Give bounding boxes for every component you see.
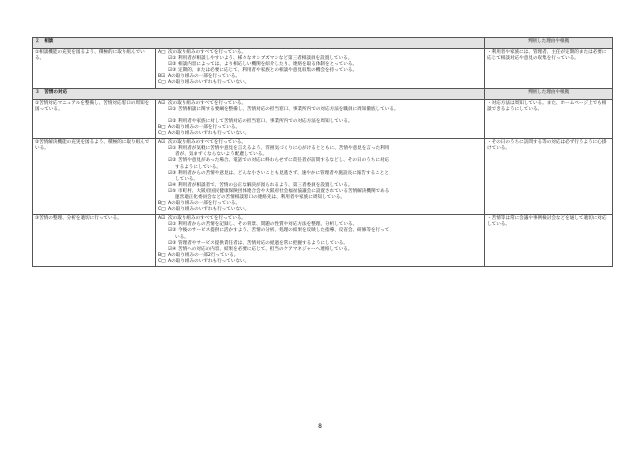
choice-text: 苦情や意見があった場合、電話での対応に終わらせずに責任者が訪問するなどし、その日のうちに対応 bbox=[178, 158, 390, 164]
choice-text: 定期的、または必要に応じて、利用者や家族との相談や意見収集の機会を持っている。 bbox=[178, 68, 358, 74]
choice-text: 相談内容によっては、より相応しい機関を紹介したり、連絡を取る体制をとっている。 bbox=[178, 62, 358, 68]
choice-text: 利用者からの苦情や意見は、どんな小さいことも見逃さず、速やかに管理者や施設長に報告することと bbox=[178, 170, 389, 176]
section-heading: ２ 相談 bbox=[33, 38, 485, 49]
checkbox-mark: B□ bbox=[158, 201, 166, 207]
table-row bbox=[33, 99, 613, 139]
choice-text: 利用者が相談者で、苦情の公正な解決が図られるよう、第三者委員を設置している。 bbox=[178, 182, 353, 188]
checkbox-mark: B□ bbox=[158, 124, 166, 130]
choice-text: 次の取り組みのすべてを行っている。 bbox=[168, 100, 247, 106]
checkbox-mark: ☑① bbox=[168, 106, 177, 112]
choices-cell bbox=[156, 99, 485, 139]
checkbox-mark: ☑① bbox=[168, 222, 177, 228]
evaluation-item: ②苦情解決機能の充実を図るよう、積極的に取り組んでいる。 bbox=[33, 139, 156, 215]
checkbox-mark: ☑② bbox=[168, 118, 177, 124]
choice-line bbox=[158, 131, 482, 137]
reason-text: ・苦情等は常に会議や事例検討会などを通して適切に対応している。 bbox=[485, 215, 613, 267]
checkbox-mark: C□ bbox=[158, 258, 166, 264]
page-number: 8 bbox=[318, 423, 322, 430]
checkbox-mark: ☑③ bbox=[168, 170, 177, 176]
choice-text: 今後のサービス提供に活かすよう、苦情の分析、処理の結果を反映した指導、反省会、研修等を行って bbox=[178, 228, 390, 234]
choice-line bbox=[158, 207, 482, 213]
choices-cell bbox=[156, 49, 485, 89]
reason-text: ・利用者や家族には、管理者、主任が定期的または必要に応じて相談対応や意見の収集を行っている。 bbox=[485, 49, 613, 89]
choice-text: 者が、気まずくならないよう配慮している。 bbox=[175, 152, 267, 158]
checkbox-mark: ☑① bbox=[168, 146, 177, 152]
choice-text: 利用者が相談しやすいよう、様々なオンブズマンなど第三者相談員を設置している。 bbox=[178, 56, 353, 62]
table-body bbox=[33, 38, 613, 267]
checkbox-mark: ☑② bbox=[168, 62, 177, 68]
table-row bbox=[33, 215, 613, 267]
checkbox-mark: ☑① bbox=[168, 56, 177, 62]
choice-text: 次の取り組みのすべてを行っている。 bbox=[168, 216, 247, 222]
choice-text: 利用者が気軽に苦情や意見を言えるよう、雰囲気づくりに心がけるとともに、苦情や意見を言った利用 bbox=[178, 146, 390, 152]
choices-cell bbox=[156, 215, 485, 267]
checkbox-mark: ☑④ bbox=[168, 182, 177, 188]
choice-text: 苦情相談に関する要綱を整備し、苦情対応の担当窓口、事業所内での対応方法を職員に周知徹底している。 bbox=[178, 106, 399, 112]
choice-text: Aの取り組みのいずれも行っていない。 bbox=[168, 131, 250, 137]
checkbox-mark: A□ bbox=[158, 50, 166, 55]
checkbox-mark: C□ bbox=[158, 80, 166, 86]
table-row bbox=[33, 49, 613, 89]
checkbox-mark: ☑③ bbox=[168, 240, 177, 246]
checkbox-mark: ☑④ bbox=[168, 246, 177, 252]
reason-text: ・その日のうちに訪問する等の対応は必ず行うように心掛けている。 bbox=[485, 139, 613, 215]
reason-column-header: 判断した理由や根拠 bbox=[485, 88, 613, 99]
choice-text: 利用者からの苦情を記録し、その背景、問題の性質や対応方法を整理、分析している。 bbox=[178, 222, 358, 228]
checkbox-mark: B☑ bbox=[158, 74, 166, 80]
checkbox-mark: ☑② bbox=[168, 158, 177, 164]
section-heading: ３ 苦情の対応 bbox=[33, 88, 485, 99]
choice-text: Aの取り組みのいずれも行っていない。 bbox=[168, 80, 250, 86]
choice-text: いる。 bbox=[175, 234, 189, 240]
evaluation-table bbox=[32, 37, 613, 267]
choice-text: 次の取り組みのすべてを行っている。 bbox=[168, 140, 247, 146]
choice-text: 管理者やサービス提供責任者は、苦情対応の経過を常に把握するようにしている。 bbox=[178, 240, 348, 246]
choice-text: Aの取り組みの一部を行っている。 bbox=[168, 74, 241, 80]
checkbox-mark: C□ bbox=[158, 131, 166, 137]
evaluation-item: ③苦情の整理、分析を適切に行っている。 bbox=[33, 215, 156, 267]
checkbox-mark: ☑⑤ bbox=[168, 188, 177, 194]
checkbox-mark: A☑ bbox=[158, 140, 166, 146]
checkbox-mark: B□ bbox=[158, 252, 166, 258]
choice-text: Aの取り組みのいずれも行っていない。 bbox=[168, 258, 250, 264]
section-header-row bbox=[33, 88, 613, 99]
section-header-row bbox=[33, 38, 613, 49]
choice-text: Aの取り組みの一部2行っている。 bbox=[168, 252, 239, 258]
choice-text: Aの取り組みの一部を行っている。 bbox=[168, 124, 241, 130]
choice-line bbox=[158, 80, 482, 86]
checkbox-mark: A☑ bbox=[158, 216, 166, 222]
reason-text: ・対応方法は周知している。また、ホームページ上でも相談できるようにしている。 bbox=[485, 99, 613, 139]
choice-line bbox=[158, 259, 482, 265]
table-row bbox=[33, 139, 613, 215]
evaluation-item: ①苦情対応マニュアルを整備し、苦情対応窓口の周知を図っている。 bbox=[33, 99, 156, 139]
choice-text: 次の取り組みのすべてを行っている。 bbox=[168, 50, 247, 55]
checkbox-mark: ☑③ bbox=[168, 68, 177, 74]
checkbox-mark: ☑② bbox=[168, 228, 177, 234]
choice-text: 利用者や家族に対して苦情対応の担当窓口、事業所内での対応方法を周知している。 bbox=[178, 118, 353, 124]
choice-text: Aの取り組みの一部を行っている。 bbox=[168, 201, 241, 207]
choice-text: している。 bbox=[175, 176, 198, 182]
checkbox-mark: A☑ bbox=[158, 100, 166, 106]
choice-text: 苦情への対応の内容、結果を必要に応じて、担当のケアマネジャーへ連絡している。 bbox=[178, 246, 353, 252]
choice-text: 運営適正化委員会などの苦情相談窓口の連絡先は、利用者や家族に周知している。 bbox=[175, 194, 345, 200]
choice-text: Aの取り組みのいずれも行っていない。 bbox=[168, 207, 250, 213]
choice-text: 市町村、大阪府国民健康保険団体連合会や大阪府社会福祉協議会に設置されている苦情解決機関である bbox=[178, 188, 390, 194]
reason-column-header: 判断した理由や根拠 bbox=[485, 38, 613, 49]
choices-cell bbox=[156, 139, 485, 215]
choice-text: するようにしている。 bbox=[175, 164, 221, 170]
checkbox-mark: C□ bbox=[158, 207, 166, 213]
evaluation-item: ①相談機能の充実を図るよう、積極的に取り組んでいる。 bbox=[33, 49, 156, 89]
